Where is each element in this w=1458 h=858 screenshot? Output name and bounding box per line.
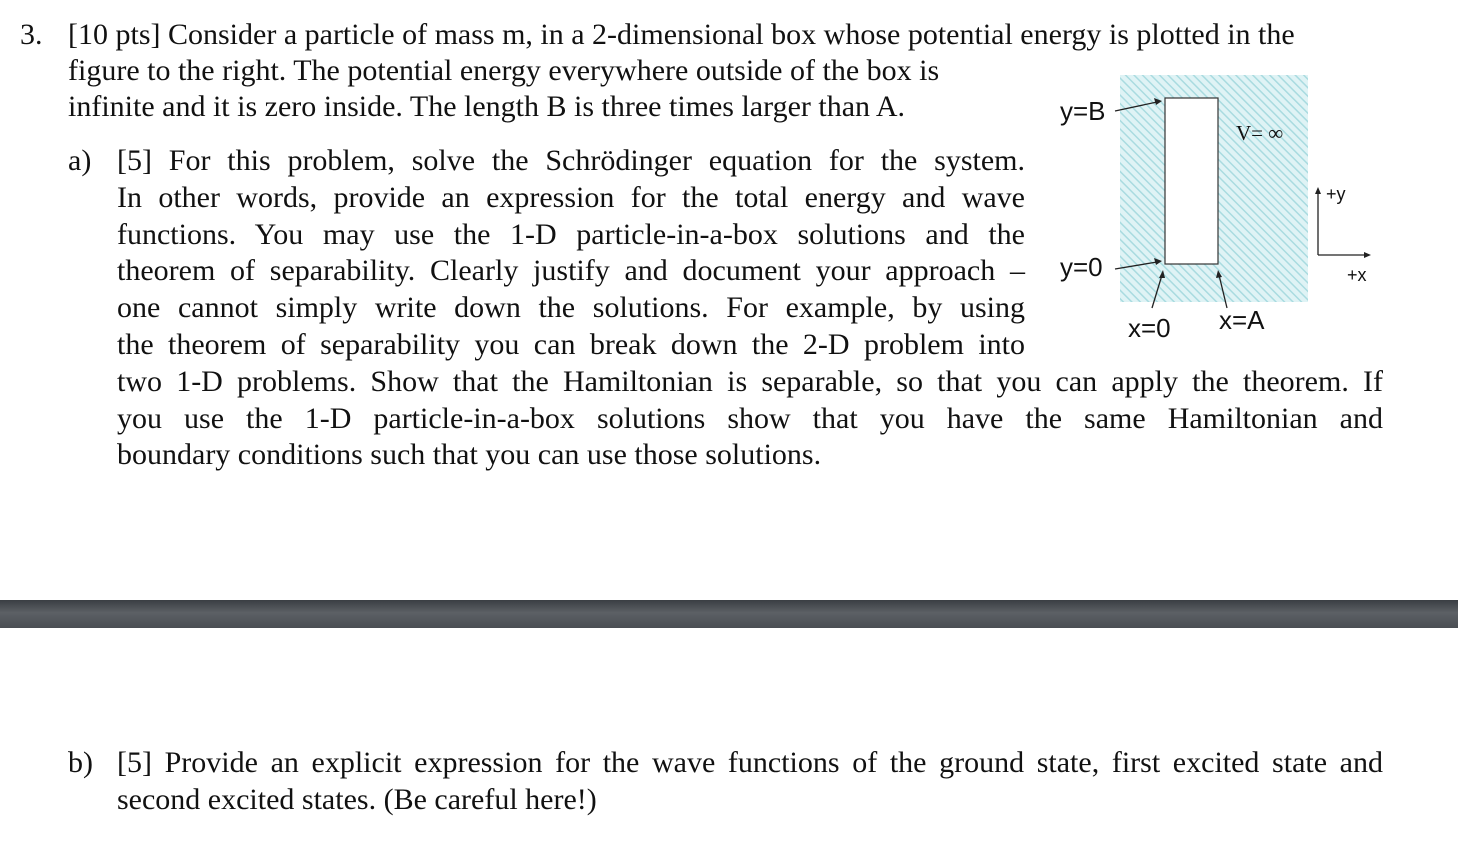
label-x-equals-a: x=A [1219, 305, 1265, 335]
label-axis-plus-y: +y [1326, 184, 1346, 204]
part-a-line-9: boundary conditions such that you can use those solutions. [117, 438, 822, 471]
axis-x-arrowhead [1364, 252, 1371, 258]
part-a-label: a) [68, 144, 92, 177]
problem-intro-line-3: infinite and it is zero inside. The length B is three times larger than A. [68, 90, 906, 123]
label-axis-plus-x: +x [1347, 265, 1367, 285]
problem-page-bottom [0, 628, 1458, 858]
part-a-line-1: [5] For this problem, solve the Schrödinger equation for the system. [117, 144, 1025, 177]
part-a-line-2: In other words, provide an expression for the total energy and wave [117, 181, 1025, 214]
part-a-line-8: you use the 1-D particle-in-a-box solutions show that you have the same Hamiltonian and [117, 402, 1383, 435]
label-potential-infinite: V= ∞ [1236, 121, 1284, 145]
problem-number: 3. [20, 18, 43, 51]
page-divider [0, 600, 1458, 628]
problem-intro-line-1: [10 pts] Consider a particle of mass m, in a 2-dimensional box whose potential energy is plotted in the [68, 18, 1295, 51]
part-a-line-7: two 1-D problems. Show that the Hamiltonian is separable, so that you can apply the theorem. If [117, 365, 1383, 398]
axis-y-arrowhead [1315, 187, 1321, 194]
part-a-line-5: one cannot simply write down the solutions. For example, by using [117, 291, 1025, 324]
part-b-label: b) [68, 746, 93, 779]
label-y-equals-0: y=0 [1060, 252, 1103, 282]
label-x-equals-0: x=0 [1128, 313, 1171, 343]
part-a-line-4: theorem of separability. Clearly justify and document your approach – [117, 254, 1025, 287]
box-interior [1165, 98, 1218, 264]
part-a-line-6: the theorem of separability you can break down the 2-D problem into [117, 328, 1025, 361]
problem-intro-line-2: figure to the right. The potential energy everywhere outside of the box is [68, 54, 940, 87]
part-a-line-3: functions. You may use the 1-D particle-in-a-box solutions and the [117, 218, 1025, 251]
label-y-equals-b: y=B [1060, 96, 1106, 126]
part-b-line-1: [5] Provide an explicit expression for the wave functions of the ground state, first excited state and [117, 746, 1383, 779]
part-b-line-2: second excited states. (Be careful here!) [117, 783, 597, 816]
